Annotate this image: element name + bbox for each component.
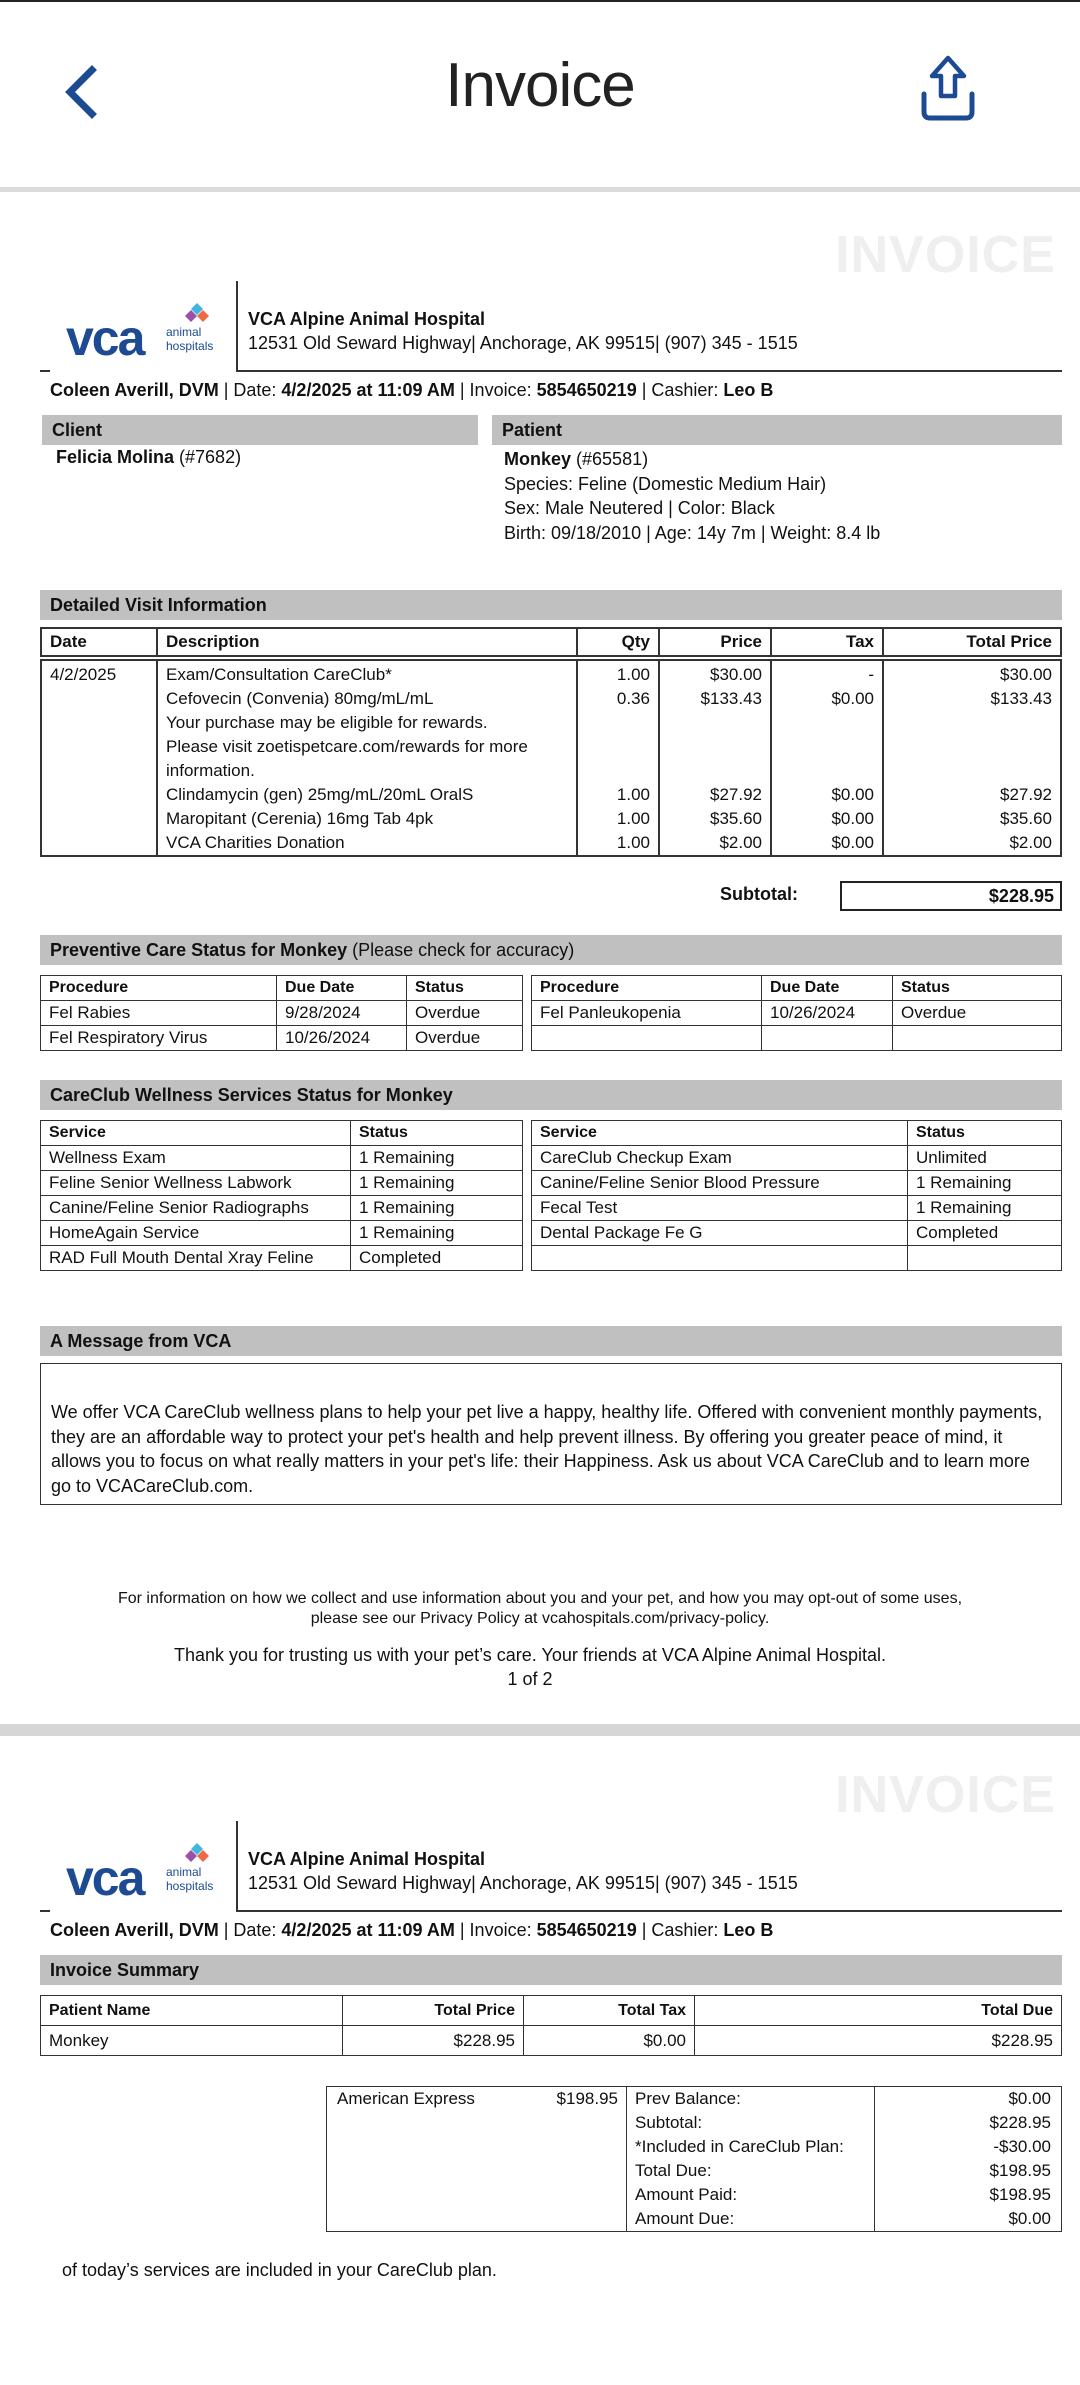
table-row: Your purchase may be eligible for rewards.	[41, 711, 1061, 735]
watermark: INVOICE	[835, 1766, 1056, 1824]
table-row: Fel Respiratory Virus 10/26/2024 Overdue	[41, 1026, 523, 1051]
table-row: Dental Package Fe G Completed	[532, 1221, 1062, 1246]
page-separator	[0, 1724, 1080, 1736]
page-number: 1 of 2	[507, 1669, 553, 1689]
document-header	[40, 1823, 1062, 1913]
table-row: Canine/Feline Senior Radiographs 1 Remaining	[41, 1196, 523, 1221]
hospital-address: 12531 Old Seward Highway| Anchorage, AK 99515| (907) 345 - 1515	[248, 333, 798, 353]
invoice-meta-line: Coleen Averill, DVM | Date: 4/2/2025 at 11:09 AM | Invoice: 5854650219 | Cashier: Leo B	[50, 380, 774, 400]
invoice-date: 4/2/2025 at 11:09 AM	[281, 1920, 455, 1940]
hospital-name: VCA Alpine Animal Hospital	[248, 1849, 486, 1869]
table-row: Maropitant (Cerenia) 16mg Tab 4pk 1.00 $35.60 $0.00 $35.60	[41, 807, 1061, 831]
careclub-table-right: Service Status CareClub Checkup Exam Unlimited Canine/Feline Senior Blood Pressure 1 Remaining Fecal Test 1 Remaining Dental Package Fe G Completed	[531, 1120, 1062, 1271]
visit-table-header: Date Description Qty Price Tax Total Price	[40, 627, 1062, 657]
table-row: Monkey $228.95 $0.00 $228.95	[41, 2026, 1062, 2056]
watermark: INVOICE	[835, 226, 1056, 284]
doctor-name: Coleen Averill, DVM	[50, 380, 219, 400]
table-row: Wellness Exam 1 Remaining	[41, 1146, 523, 1171]
table-row: Canine/Feline Senior Blood Pressure 1 Remaining	[532, 1171, 1062, 1196]
cashier-name: Leo B	[723, 1920, 774, 1940]
header-divider	[236, 1821, 238, 1911]
message-body: We offer VCA CareClub wellness plans to help your pet live a happy, healthy life. Offered with convenient monthly payments, they are an affordable way to protect your pet's health and help prevent illness. By offering you greater peace of mind, it allows you to focus on what really matters in your pet's life: their Happiness. Ask us about VCA CareClub and to learn more go to VCACareClub.com.	[40, 1363, 1062, 1505]
logo-wordmark: vca	[66, 1850, 144, 1906]
table-row: Fecal Test 1 Remaining	[532, 1196, 1062, 1221]
invoice-date: 4/2/2025 at 11:09 AM	[281, 380, 455, 400]
payment-method: American Express	[337, 2089, 475, 2108]
payment-amount: $198.95	[556, 2089, 618, 2108]
visit-date: 4/2/2025	[41, 660, 157, 856]
preventive-table-right: Procedure Due Date Status Fel Panleukopenia 10/26/2024 Overdue	[531, 975, 1062, 1051]
patient-sex-color: Sex: Male Neutered | Color: Black	[504, 498, 775, 518]
subtotal-value: $228.95	[840, 881, 1062, 911]
logo-subtitle: animal hospitals	[166, 1865, 214, 1893]
logo-wordmark: vca	[66, 310, 144, 366]
client-header: Client	[42, 415, 478, 445]
careclub-table-left: Service Status Wellness Exam 1 Remaining Feline Senior Wellness Labwork 1 Remaining Canine/Feline Senior Radiographs 1 Remaining HomeAgain Service 1 Remaining RAD Full Mouth Dental Xray Feline Completed	[40, 1120, 523, 1271]
table-row: Feline Senior Wellness Labwork 1 Remaining	[41, 1171, 523, 1196]
invoice-number: 5854650219	[536, 1920, 637, 1940]
thank-you-note: Thank you for trusting us with your pet’s care. Your friends at VCA Alpine Animal Hospital.	[173, 1645, 887, 1665]
header-tick	[40, 1910, 50, 1912]
privacy-notice: For information on how we collect and use information about you and your pet, and how you may opt-out of some uses, please see our Privacy Policy at vcahospitals.com/privacy-policy.	[0, 1589, 1080, 1629]
rewards-link-text: Please visit zoetispetcare.com/rewards for more	[157, 735, 577, 759]
table-row: CareClub Checkup Exam Unlimited	[532, 1146, 1062, 1171]
hospital-info	[248, 1847, 798, 1895]
table-row: 4/2/2025 Exam/Consultation CareClub* 1.00 $30.00 - $30.00	[41, 660, 1061, 687]
balance-values: $0.00 $228.95 -$30.00 $198.95 $198.95 $0.00	[875, 2087, 1062, 2232]
doctor-name: Coleen Averill, DVM	[50, 1920, 219, 1940]
client-name: Felicia Molina	[56, 447, 175, 467]
client-info	[56, 447, 241, 468]
patient-id: (#65581)	[571, 449, 649, 469]
vca-logo	[66, 1843, 256, 1906]
preventive-section-header: Preventive Care Status for Monkey (Please check for accuracy)	[40, 935, 1062, 965]
visit-section-header: Detailed Visit Information	[40, 590, 1062, 620]
table-row: information.	[41, 759, 1061, 783]
careclub-section-header: CareClub Wellness Services Status for Monkey	[40, 1080, 1062, 1110]
table-row: Fel Rabies 9/28/2024 Overdue	[41, 1001, 523, 1026]
share-upload-icon	[918, 54, 978, 124]
header-rule	[236, 1910, 1062, 1912]
table-row: VCA Charities Donation 1.00 $2.00 $0.00 $2.00	[41, 831, 1061, 856]
share-button[interactable]	[918, 54, 978, 124]
visit-table	[40, 659, 1062, 857]
patient-species: Species: Feline (Domestic Medium Hair)	[504, 473, 827, 494]
page-title: Invoice	[445, 51, 635, 120]
subtotal-label: Subtotal:	[720, 884, 798, 904]
patient-info	[504, 447, 880, 545]
invoice-summary-header: Invoice Summary	[40, 1955, 1062, 1985]
hospital-address: 12531 Old Seward Highway| Anchorage, AK 99515| (907) 345 - 1515	[248, 1873, 798, 1893]
document-header	[40, 283, 1062, 373]
invoice-meta-line: Coleen Averill, DVM | Date: 4/2/2025 at 11:09 AM | Invoice: 5854650219 | Cashier: Leo B	[50, 1920, 774, 1940]
app-bar	[0, 2, 1080, 192]
patient-birth: Birth: 09/18/2010 | Age: 14y 7m | Weight: 8.4 lb	[504, 522, 881, 543]
header-tick	[40, 370, 50, 372]
header-rule	[236, 370, 1062, 372]
invoice-number: 5854650219	[536, 380, 637, 400]
careclub-note: of today’s services are included in your CareClub plan.	[62, 2260, 497, 2280]
vca-logo	[66, 303, 256, 366]
table-row	[532, 1246, 1062, 1271]
table-row: Clindamycin (gen) 25mg/mL/20mL OralS 1.00 $27.92 $0.00 $27.92	[41, 783, 1061, 807]
hospital-name: VCA Alpine Animal Hospital	[248, 309, 486, 329]
logo-subtitle: animal hospitals	[166, 325, 214, 353]
payment-table	[326, 2086, 1062, 2232]
message-section-header: A Message from VCA	[40, 1326, 1062, 1356]
table-row: HomeAgain Service 1 Remaining	[41, 1221, 523, 1246]
invoice-summary-table: Patient Name Total Price Total Tax Total Due Monkey $228.95 $0.00 $228.95	[40, 1995, 1062, 2056]
header-divider	[236, 281, 238, 371]
client-id: (#7682)	[174, 447, 242, 467]
privacy-policy-link[interactable]: please see our Privacy Policy at vcahospitals.com/privacy-policy.	[310, 1610, 770, 1627]
table-row: RAD Full Mouth Dental Xray Feline Completed	[41, 1246, 523, 1271]
preventive-table-left: Procedure Due Date Status Fel Rabies 9/28/2024 Overdue Fel Respiratory Virus 10/26/2024 Overdue	[40, 975, 523, 1051]
patient-header: Patient	[492, 415, 1062, 445]
hospital-info	[248, 307, 798, 355]
table-row: Cefovecin (Convenia) 80mg/mL/mL 0.36 $133.43 $0.00 $133.43	[41, 687, 1061, 711]
table-row	[532, 1026, 1062, 1051]
table-row: Fel Panleukopenia 10/26/2024 Overdue	[532, 1001, 1062, 1026]
cashier-name: Leo B	[723, 380, 774, 400]
balance-labels: Prev Balance: Subtotal: *Included in CareClub Plan: Total Due: Amount Paid: Amount Due:	[627, 2087, 875, 2232]
patient-name: Monkey	[504, 449, 572, 469]
table-row	[41, 735, 1061, 759]
